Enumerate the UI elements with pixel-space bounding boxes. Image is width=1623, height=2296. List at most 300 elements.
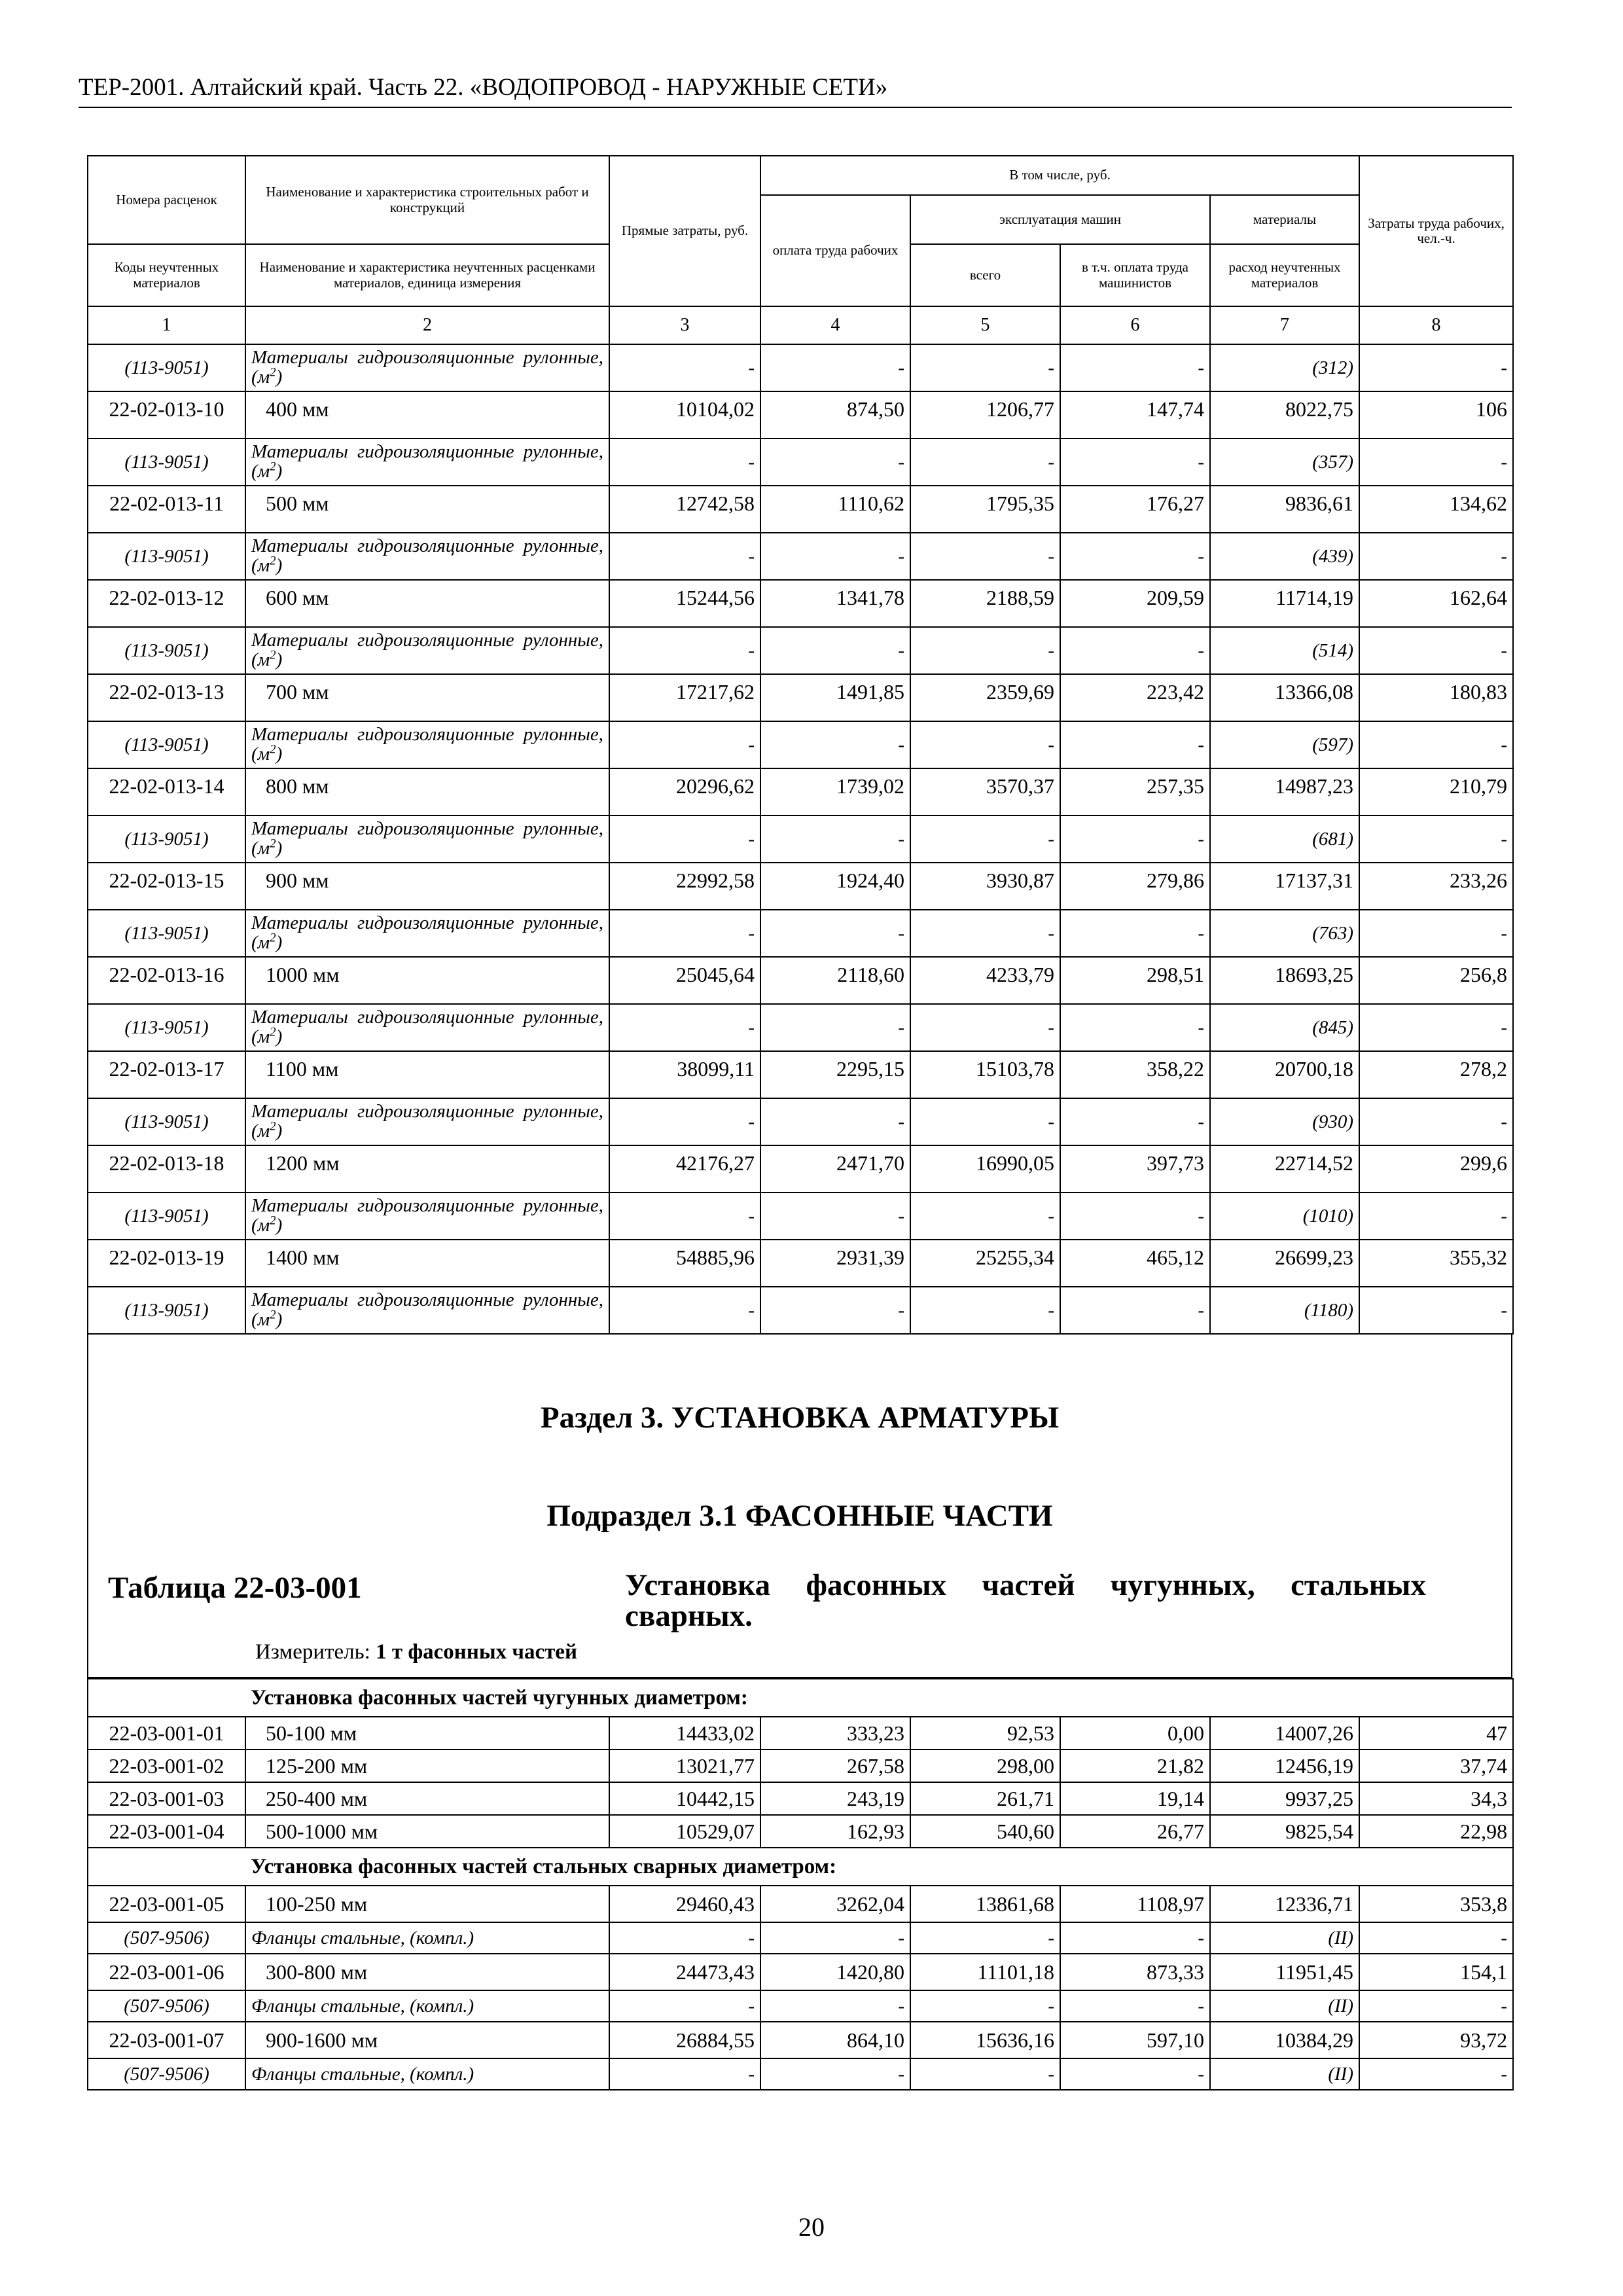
material-row — [88, 1098, 1513, 1145]
value-c5: 4233,79 — [910, 957, 1060, 1004]
value-c8: 47 — [1359, 1717, 1513, 1749]
value-c5: 261,71 — [910, 1782, 1060, 1815]
value-c3: 42176,27 — [609, 1145, 760, 1193]
value-c3: 14433,02 — [609, 1717, 760, 1749]
material-code: (113-9051) — [88, 816, 245, 863]
col-number: 6 — [1060, 306, 1210, 344]
rate-row — [88, 1749, 1513, 1782]
value-c7: 9937,25 — [1210, 1782, 1359, 1815]
value-c3: 22992,58 — [609, 863, 760, 910]
value-c6: 176,27 — [1060, 486, 1210, 533]
material-row — [88, 1287, 1513, 1334]
value-c5: 92,53 — [910, 1717, 1060, 1749]
dash-cell: - — [1060, 1990, 1210, 2022]
dash-cell: - — [1060, 910, 1210, 957]
col-number: 5 — [910, 306, 1060, 344]
dash-cell: - — [1060, 1098, 1210, 1145]
value-c3: 13021,77 — [609, 1749, 760, 1782]
group-row — [88, 1679, 1513, 1717]
value-c4: 1491,85 — [760, 674, 910, 721]
value-c4: 267,58 — [760, 1749, 910, 1782]
dash-cell: - — [1060, 1193, 1210, 1240]
value-c3: 10104,02 — [609, 391, 760, 439]
rate-code: 22-02-013-19 — [88, 1240, 245, 1287]
value-c6: 873,33 — [1060, 1954, 1210, 1990]
measure-line — [255, 1640, 577, 1664]
value-c8: 278,2 — [1359, 1051, 1513, 1098]
rate-code: 22-02-013-11 — [88, 486, 245, 533]
rate-row — [88, 1240, 1513, 1287]
rate-row — [88, 1782, 1513, 1815]
value-c7: 11714,19 — [1210, 580, 1359, 627]
material-name: Материалы гидроизоляционные рулонные, $(м^2)$ — [245, 439, 609, 486]
head-ekspluatatsiya: эксплуатация машин — [910, 195, 1210, 244]
material-row — [88, 1990, 1513, 2022]
head-pryamye: Прямые затраты, руб. — [609, 156, 760, 306]
dash-cell: - — [910, 344, 1060, 391]
dash-cell: - — [910, 1287, 1060, 1334]
material-qty: (439) — [1210, 533, 1359, 580]
material-row — [88, 816, 1513, 863]
head-v-tom-chisle: В том числе, руб. — [760, 156, 1359, 195]
material-code: (113-9051) — [88, 627, 245, 674]
dash-cell: - — [1359, 1004, 1513, 1051]
value-c8: 355,32 — [1359, 1240, 1513, 1287]
rate-row — [88, 1815, 1513, 1848]
material-name: Фланцы стальные, (компл.) — [245, 1990, 609, 2022]
col-number: 7 — [1210, 306, 1359, 344]
rate-row — [88, 768, 1513, 816]
material-code: (113-9051) — [88, 1098, 245, 1145]
value-c6: 1108,97 — [1060, 1886, 1210, 1922]
dash-cell: - — [1359, 910, 1513, 957]
dash-cell: - — [910, 910, 1060, 957]
value-c8: 162,64 — [1359, 580, 1513, 627]
dash-cell: - — [1359, 2058, 1513, 2090]
value-c8: 210,79 — [1359, 768, 1513, 816]
value-c4: 1924,40 — [760, 863, 910, 910]
value-c3: 26884,55 — [609, 2022, 760, 2058]
head-zatraty: Затраты труда рабочих, чел.-ч. — [1359, 156, 1513, 306]
value-c8: 93,72 — [1359, 2022, 1513, 2058]
rate-row — [88, 1717, 1513, 1749]
running-header: ТЕР-2001. Алтайский край. Часть 22. «ВОДОПРОВОД - НАРУЖНЫЕ СЕТИ» — [79, 73, 1512, 108]
dash-cell: - — [910, 1098, 1060, 1145]
material-qty: (II) — [1210, 1922, 1359, 1954]
column-numbers-row — [88, 306, 1513, 344]
material-qty: (357) — [1210, 439, 1359, 486]
value-c7: 18693,25 — [1210, 957, 1359, 1004]
dash-cell: - — [1359, 344, 1513, 391]
value-c4: 2295,15 — [760, 1051, 910, 1098]
dash-cell: - — [609, 344, 760, 391]
value-c7: 8022,75 — [1210, 391, 1359, 439]
value-c8: 180,83 — [1359, 674, 1513, 721]
dash-cell: - — [609, 1990, 760, 2022]
dash-cell: - — [609, 910, 760, 957]
dash-cell: - — [760, 627, 910, 674]
dash-cell: - — [1359, 721, 1513, 768]
material-name: Материалы гидроизоляционные рулонные, $(м^2)$ — [245, 533, 609, 580]
rate-code: 22-02-013-15 — [88, 863, 245, 910]
value-c3: 25045,64 — [609, 957, 760, 1004]
material-qty: (763) — [1210, 910, 1359, 957]
value-c6: 147,74 — [1060, 391, 1210, 439]
value-c6: 0,00 — [1060, 1717, 1210, 1749]
dash-cell: - — [760, 439, 910, 486]
dash-cell: - — [910, 1922, 1060, 1954]
value-c6: 279,86 — [1060, 863, 1210, 910]
dash-cell: - — [760, 1004, 910, 1051]
dash-cell: - — [609, 439, 760, 486]
material-name: Фланцы стальные, (компл.) — [245, 1922, 609, 1954]
value-c5: 1206,77 — [910, 391, 1060, 439]
rate-name: 50-100 мм — [245, 1717, 609, 1749]
rates-table-block — [87, 155, 1512, 2090]
rate-row — [88, 2022, 1513, 2058]
rate-name: 900-1600 мм — [245, 2022, 609, 2058]
group-spacer — [88, 1848, 245, 1886]
value-c8: 34,3 — [1359, 1782, 1513, 1815]
value-c6: 358,22 — [1060, 1051, 1210, 1098]
value-c7: 26699,23 — [1210, 1240, 1359, 1287]
dash-cell: - — [1359, 1098, 1513, 1145]
rate-row — [88, 957, 1513, 1004]
rate-name: 100-250 мм — [245, 1886, 609, 1922]
rate-code: 22-02-013-18 — [88, 1145, 245, 1193]
dash-cell: - — [609, 1922, 760, 1954]
material-row — [88, 1922, 1513, 1954]
group-heading: Установка фасонных частей чугунных диаметром: — [245, 1679, 1513, 1717]
head-naim-mat: Наименование и характеристика неучтенных расценками материалов, единица измерения — [245, 244, 609, 306]
dash-cell: - — [910, 533, 1060, 580]
material-row — [88, 439, 1513, 486]
dash-cell: - — [1060, 1922, 1210, 1954]
value-c6: 209,59 — [1060, 580, 1210, 627]
head-kody: Коды неучтенных материалов — [88, 244, 245, 306]
value-c5: 298,00 — [910, 1749, 1060, 1782]
material-row — [88, 910, 1513, 957]
value-c6: 19,14 — [1060, 1782, 1210, 1815]
value-c4: 2931,39 — [760, 1240, 910, 1287]
head-raskhod: расход неучтенных материалов — [1210, 244, 1359, 306]
rate-code: 22-03-001-04 — [88, 1815, 245, 1848]
col-number: 3 — [609, 306, 760, 344]
value-c5: 25255,34 — [910, 1240, 1060, 1287]
dash-cell: - — [1060, 439, 1210, 486]
value-c4: 864,10 — [760, 2022, 910, 2058]
material-qty: (597) — [1210, 721, 1359, 768]
value-c5: 1795,35 — [910, 486, 1060, 533]
value-c4: 1420,80 — [760, 1954, 910, 1990]
value-c6: 298,51 — [1060, 957, 1210, 1004]
value-c4: 2471,70 — [760, 1145, 910, 1193]
rate-code: 22-02-013-16 — [88, 957, 245, 1004]
rate-name: 1400 мм — [245, 1240, 609, 1287]
dash-cell: - — [1060, 1287, 1210, 1334]
dash-cell: - — [1359, 439, 1513, 486]
dash-cell: - — [910, 1193, 1060, 1240]
dash-cell: - — [609, 1004, 760, 1051]
value-c3: 17217,62 — [609, 674, 760, 721]
value-c4: 333,23 — [760, 1717, 910, 1749]
dash-cell: - — [609, 627, 760, 674]
rate-name: 400 мм — [245, 391, 609, 439]
material-code: (113-9051) — [88, 439, 245, 486]
material-name: Материалы гидроизоляционные рулонные, $(м^2)$ — [245, 816, 609, 863]
dash-cell: - — [910, 816, 1060, 863]
dash-cell: - — [1060, 533, 1210, 580]
rate-code: 22-02-013-14 — [88, 768, 245, 816]
dash-cell: - — [609, 721, 760, 768]
dash-cell: - — [1359, 1922, 1513, 1954]
value-c5: 16990,05 — [910, 1145, 1060, 1193]
header-rows — [88, 156, 1513, 344]
table-title: Установка фасонных частей чугунных, стальных сварных. — [625, 1568, 1426, 1633]
rate-row — [88, 1051, 1513, 1098]
dash-cell: - — [760, 533, 910, 580]
rate-name: 1000 мм — [245, 957, 609, 1004]
dash-cell: - — [1359, 1287, 1513, 1334]
dash-cell: - — [760, 1287, 910, 1334]
material-qty: (312) — [1210, 344, 1359, 391]
value-c5: 15103,78 — [910, 1051, 1060, 1098]
material-code: (113-9051) — [88, 1193, 245, 1240]
rate-code: 22-03-001-03 — [88, 1782, 245, 1815]
dash-cell: - — [910, 627, 1060, 674]
dash-cell: - — [609, 1098, 760, 1145]
dash-cell: - — [1359, 1990, 1513, 2022]
measure-value: 1 т фасонных частей — [376, 1640, 577, 1664]
value-c8: 154,1 — [1359, 1954, 1513, 1990]
rate-name: 1200 мм — [245, 1145, 609, 1193]
head-oplata: оплата труда рабочих — [760, 195, 910, 306]
dash-cell: - — [609, 2058, 760, 2090]
value-c3: 24473,43 — [609, 1954, 760, 1990]
material-code: (507-9506) — [88, 1990, 245, 2022]
rate-name: 900 мм — [245, 863, 609, 910]
value-c8: 256,8 — [1359, 957, 1513, 1004]
page-number: 20 — [798, 2212, 825, 2242]
head-vsego: всего — [910, 244, 1060, 306]
material-code: (113-9051) — [88, 1287, 245, 1334]
value-c7: 14007,26 — [1210, 1717, 1359, 1749]
value-c6: 26,77 — [1060, 1815, 1210, 1848]
rate-code: 22-03-001-06 — [88, 1954, 245, 1990]
material-name: Материалы гидроизоляционные рулонные, $(м^2)$ — [245, 721, 609, 768]
dash-cell: - — [1359, 816, 1513, 863]
value-c7: 9825,54 — [1210, 1815, 1359, 1848]
rate-name: 500 мм — [245, 486, 609, 533]
value-c5: 3570,37 — [910, 768, 1060, 816]
rate-name: 600 мм — [245, 580, 609, 627]
rates-body-fittings — [88, 1679, 1513, 2090]
dash-cell: - — [910, 1004, 1060, 1051]
value-c4: 874,50 — [760, 391, 910, 439]
value-c8: 134,62 — [1359, 486, 1513, 533]
value-c6: 21,82 — [1060, 1749, 1210, 1782]
rates-body-pipes — [88, 344, 1513, 1334]
material-qty: (845) — [1210, 1004, 1359, 1051]
value-c3: 10442,15 — [609, 1782, 760, 1815]
rate-code: 22-02-013-12 — [88, 580, 245, 627]
material-code: (113-9051) — [88, 721, 245, 768]
rate-code: 22-03-001-07 — [88, 2022, 245, 2058]
col-number: 8 — [1359, 306, 1513, 344]
value-c8: 299,6 — [1359, 1145, 1513, 1193]
rate-name: 700 мм — [245, 674, 609, 721]
material-qty: (681) — [1210, 816, 1359, 863]
rate-name: 1100 мм — [245, 1051, 609, 1098]
material-row — [88, 533, 1513, 580]
value-c4: 2118,60 — [760, 957, 910, 1004]
dash-cell: - — [609, 1193, 760, 1240]
rate-code: 22-02-013-17 — [88, 1051, 245, 1098]
section-block — [87, 1335, 1512, 1678]
value-c7: 9836,61 — [1210, 486, 1359, 533]
rate-code: 22-02-013-13 — [88, 674, 245, 721]
col-number: 2 — [245, 306, 609, 344]
value-c3: 20296,62 — [609, 768, 760, 816]
rate-row — [88, 486, 1513, 533]
dash-cell: - — [1359, 1193, 1513, 1240]
value-c6: 465,12 — [1060, 1240, 1210, 1287]
material-row — [88, 2058, 1513, 2090]
value-c8: 106 — [1359, 391, 1513, 439]
rate-name: 800 мм — [245, 768, 609, 816]
dash-cell: - — [609, 533, 760, 580]
rate-name: 250-400 мм — [245, 1782, 609, 1815]
rate-row — [88, 863, 1513, 910]
dash-cell: - — [760, 1098, 910, 1145]
rate-row — [88, 674, 1513, 721]
value-c6: 257,35 — [1060, 768, 1210, 816]
value-c7: 14987,23 — [1210, 768, 1359, 816]
material-qty: (II) — [1210, 2058, 1359, 2090]
material-qty: (II) — [1210, 1990, 1359, 2022]
rate-name: 500-1000 мм — [245, 1815, 609, 1848]
dash-cell: - — [910, 2058, 1060, 2090]
dash-cell: - — [1359, 627, 1513, 674]
material-row — [88, 1004, 1513, 1051]
material-name: Материалы гидроизоляционные рулонные, $(м^2)$ — [245, 1287, 609, 1334]
material-row — [88, 1193, 1513, 1240]
group-heading: Установка фасонных частей стальных сварных диаметром: — [245, 1848, 1513, 1886]
dash-cell: - — [760, 910, 910, 957]
head-materialy: материалы — [1210, 195, 1359, 244]
value-c7: 10384,29 — [1210, 2022, 1359, 2058]
table-number: Таблица 22-03-001 — [108, 1571, 362, 1605]
rate-code: 22-03-001-02 — [88, 1749, 245, 1782]
head-nomera: Номера расценок — [88, 156, 245, 244]
dash-cell: - — [760, 2058, 910, 2090]
value-c5: 540,60 — [910, 1815, 1060, 1848]
material-name: Материалы гидроизоляционные рулонные, $(м^2)$ — [245, 1193, 609, 1240]
value-c7: 17137,31 — [1210, 863, 1359, 910]
rate-name: 300-800 мм — [245, 1954, 609, 1990]
dash-cell: - — [760, 344, 910, 391]
value-c4: 243,19 — [760, 1782, 910, 1815]
rate-row — [88, 1886, 1513, 1922]
material-name: Материалы гидроизоляционные рулонные, $(м^2)$ — [245, 344, 609, 391]
rate-name: 125-200 мм — [245, 1749, 609, 1782]
rate-row — [88, 1145, 1513, 1193]
col-number: 4 — [760, 306, 910, 344]
subsection-title: Подраздел 3.1 ФАСОННЫЕ ЧАСТИ — [546, 1499, 1053, 1533]
rate-row — [88, 1954, 1513, 1990]
material-code: (113-9051) — [88, 533, 245, 580]
material-name: Материалы гидроизоляционные рулонные, $(м^2)$ — [245, 1004, 609, 1051]
material-qty: (514) — [1210, 627, 1359, 674]
group-row — [88, 1848, 1513, 1886]
material-name: Материалы гидроизоляционные рулонные, $(м^2)$ — [245, 1098, 609, 1145]
rate-code: 22-03-001-05 — [88, 1886, 245, 1922]
value-c5: 11101,18 — [910, 1954, 1060, 1990]
value-c4: 1739,02 — [760, 768, 910, 816]
dash-cell: - — [910, 721, 1060, 768]
value-c7: 22714,52 — [1210, 1145, 1359, 1193]
col-number: 1 — [88, 306, 245, 344]
value-c7: 20700,18 — [1210, 1051, 1359, 1098]
dash-cell: - — [1359, 533, 1513, 580]
section-title: Раздел 3. УСТАНОВКА АРМАТУРЫ — [540, 1401, 1060, 1435]
material-name: Фланцы стальные, (компл.) — [245, 2058, 609, 2090]
rates-table-bottom — [87, 1678, 1514, 2090]
value-c7: 11951,45 — [1210, 1954, 1359, 1990]
material-row — [88, 627, 1513, 674]
value-c6: 597,10 — [1060, 2022, 1210, 2058]
dash-cell: - — [760, 1922, 910, 1954]
material-name: Материалы гидроизоляционные рулонные, $(м^2)$ — [245, 910, 609, 957]
value-c5: 3930,87 — [910, 863, 1060, 910]
measure-label: Измеритель: — [255, 1640, 370, 1664]
material-code: (113-9051) — [88, 1004, 245, 1051]
value-c5: 2188,59 — [910, 580, 1060, 627]
material-name: Материалы гидроизоляционные рулонные, $(м^2)$ — [245, 627, 609, 674]
value-c7: 13366,08 — [1210, 674, 1359, 721]
dash-cell: - — [910, 1990, 1060, 2022]
head-naimenovanie: Наименование и характеристика строительных работ и конструкций — [245, 156, 609, 244]
value-c3: 29460,43 — [609, 1886, 760, 1922]
value-c6: 223,42 — [1060, 674, 1210, 721]
dash-cell: - — [609, 816, 760, 863]
dash-cell: - — [760, 816, 910, 863]
dash-cell: - — [1060, 344, 1210, 391]
value-c5: 2359,69 — [910, 674, 1060, 721]
dash-cell: - — [910, 439, 1060, 486]
rate-row — [88, 391, 1513, 439]
value-c8: 22,98 — [1359, 1815, 1513, 1848]
value-c8: 353,8 — [1359, 1886, 1513, 1922]
material-qty: (1180) — [1210, 1287, 1359, 1334]
value-c4: 3262,04 — [760, 1886, 910, 1922]
value-c8: 37,74 — [1359, 1749, 1513, 1782]
dash-cell: - — [760, 1193, 910, 1240]
value-c4: 1110,62 — [760, 486, 910, 533]
value-c7: 12336,71 — [1210, 1886, 1359, 1922]
head-v-t-ch: в т.ч. оплата труда машинистов — [1060, 244, 1210, 306]
rates-table-top — [87, 155, 1514, 1335]
value-c5: 15636,16 — [910, 2022, 1060, 2058]
dash-cell: - — [1060, 1004, 1210, 1051]
value-c4: 162,93 — [760, 1815, 910, 1848]
material-code: (507-9506) — [88, 1922, 245, 1954]
rate-row — [88, 580, 1513, 627]
value-c3: 54885,96 — [609, 1240, 760, 1287]
dash-cell: - — [1060, 816, 1210, 863]
material-code: (113-9051) — [88, 344, 245, 391]
value-c8: 233,26 — [1359, 863, 1513, 910]
